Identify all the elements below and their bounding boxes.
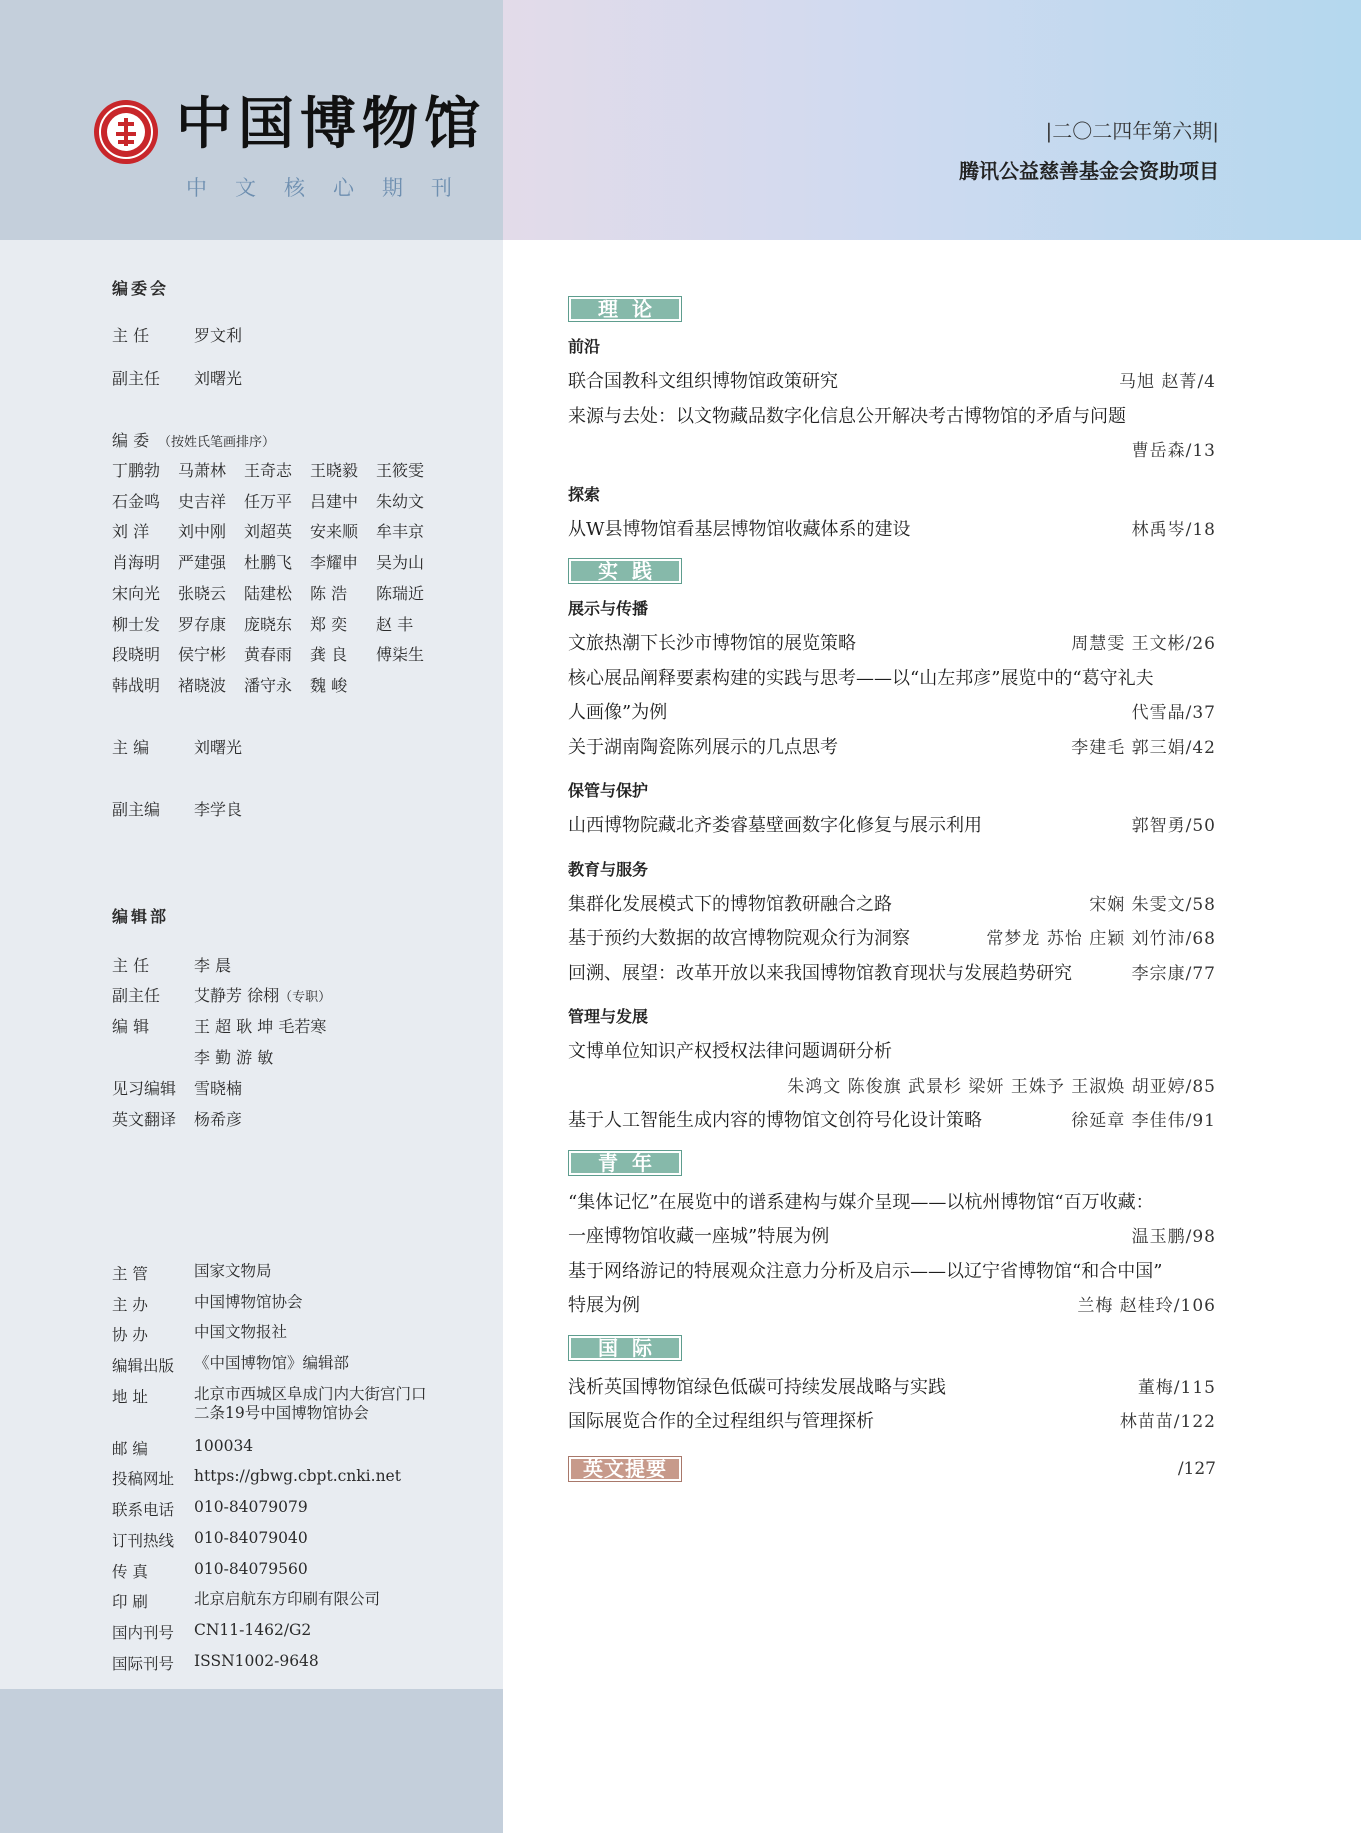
toc-english-row[interactable] [568, 1456, 1216, 1482]
pub-row: 印 刷 北京启航东方印刷有限公司 [112, 1590, 381, 1612]
member-row: 刘 洋 刘中刚 刘超英 安来顺 牟丰京 [112, 522, 425, 542]
chief-editor: 主 编 刘曙光 [112, 738, 243, 757]
board-heading: 编委会 [112, 279, 170, 298]
toc-entry[interactable]: 从W县博物馆看基层博物馆收藏体系的建设 林禹岑/18 [568, 518, 1216, 540]
toc-entry[interactable]: 核心展品阐释要素构建的实践与思考——以“山左邦彦”展览中的“葛守礼夫 人画像”为例 代雪晶/37 [568, 667, 1216, 723]
board-members-list [112, 456, 442, 702]
subsection-frontier: 前沿 [568, 337, 601, 356]
section-youth: 青年 [568, 1150, 682, 1176]
pub-row: 订刊热线 010-84079040 [112, 1528, 308, 1550]
editorial-translator: 英文翻译 杨希彦 [112, 1110, 243, 1129]
subsection-exhibit: 展示与传播 [568, 599, 649, 618]
pub-row: 国内刊号 CN11-1462/G2 [112, 1620, 312, 1642]
section-practice: 实践 [568, 558, 682, 584]
toc-entry[interactable]: 浅析英国博物馆绿色低碳可持续发展战略与实践 董梅/115 [568, 1376, 1216, 1398]
table-of-contents [568, 296, 1216, 1482]
pub-row: 传 真 010-84079560 [112, 1559, 308, 1581]
section-theory: 理论 [568, 296, 682, 322]
section-english: 英文提要 [568, 1456, 682, 1482]
toc-entry[interactable]: 基于预约大数据的故宫博物院观众行为洞察 常梦龙 苏怡 庄颖 刘竹沛/68 [568, 928, 1216, 949]
toc-entry[interactable]: 基于人工智能生成内容的博物馆文创符号化设计策略 徐延章 李佳伟/91 [568, 1110, 1216, 1131]
toc-entry[interactable]: 文旅热潮下长沙市博物馆的展览策略 周慧雯 王文彬/26 [568, 633, 1216, 654]
pub-row: 国际刊号 ISSN1002-9648 [112, 1651, 319, 1673]
pub-row-address: 地 址 北京市西城区阜成门内大街宫门口 二条19号中国博物馆协会 [112, 1384, 427, 1422]
board-members-label: 编 委 （按姓氏笔画排序） [112, 431, 276, 450]
subsection-explore: 探索 [568, 484, 601, 504]
toc-entry[interactable]: 关于湖南陶瓷陈列展示的几点思考 李建毛 郭三娟/42 [568, 736, 1216, 758]
journal-subtitle: 中文核心期刊 [186, 176, 480, 200]
editorial-heading: 编辑部 [112, 907, 170, 926]
pub-row: 联系电话 010-84079079 [112, 1498, 308, 1520]
board-vice-director: 副主任 刘曙光 [112, 369, 243, 388]
member-row: 石金鸣 史吉祥 任万平 吕建中 朱幼文 [112, 491, 425, 511]
seal-logo-icon [92, 98, 160, 166]
deputy-editor: 副主编 李学良 [112, 800, 243, 819]
toc-entry[interactable]: 国际展览合作的全过程组织与管理探析 林苗苗/122 [568, 1411, 1216, 1432]
right-header-background [503, 0, 1361, 240]
member-row: 宋向光 张晓云 陆建松 陈 浩 陈瑞近 [112, 583, 425, 603]
pub-row: 主 办 中国博物馆协会 [112, 1292, 303, 1314]
editorial-editors-2: 李 勤 游 敏 [194, 1048, 274, 1067]
toc-entry[interactable]: 文博单位知识产权授权法律问题调研分析 朱鸿文 陈俊旗 武景杉 梁妍 王姝予 王淑焕 胡亚婷/85 [568, 1041, 1216, 1097]
toc-entry[interactable]: 集群化发展模式下的博物馆教研融合之路 宋娴 朱雯文/58 [568, 893, 1216, 915]
editorial-director: 主 任 李 晨 [112, 956, 232, 975]
member-row: 段晓明 侯宁彬 黄春雨 龚 良 傅柒生 [112, 645, 425, 665]
editorial-editors: 编 辑 王 超 耿 坤 毛若寒 [112, 1017, 327, 1036]
pub-row: 协 办 中国文物报社 [112, 1323, 288, 1345]
section-international: 国际 [568, 1335, 682, 1361]
pub-row: 主 管 国家文物局 [112, 1262, 272, 1283]
pub-row: 编辑出版 《中国博物馆》编辑部 [112, 1354, 350, 1376]
editorial-vice: 副主任 艾静芳 徐栩（专职） [112, 986, 332, 1005]
member-row: 丁鹏勃 马萧林 王奇志 王晓毅 王筱雯 [112, 461, 425, 480]
toc-entry[interactable]: 基于网络游记的特展观众注意力分析及启示——以辽宁省博物馆“和合中国” 特展为例 兰梅 赵桂玲/106 [568, 1260, 1216, 1316]
member-row: 柳士发 罗存康 庞晓东 郑 奕 赵 丰 [112, 614, 414, 634]
left-footer-background [0, 1689, 503, 1833]
english-abstract-page: /127 [1177, 1458, 1216, 1479]
toc-entry[interactable]: 来源与去处：以文物藏品数字化信息公开解决考古博物馆的矛盾与问题 曹岳森/13 [568, 405, 1216, 461]
pub-row: 投稿网址 https://gbwg.cbpt.cnki.net [112, 1467, 401, 1489]
issue-label: |二〇二四年第六期| [1045, 119, 1219, 143]
publication-info [112, 1262, 427, 1682]
subsection-management: 管理与发展 [568, 1007, 649, 1026]
toc-entry[interactable]: 联合国教科文组织博物馆政策研究 马旭 赵菁/4 [568, 371, 1216, 392]
editorial-intern: 见习编辑 雪晓楠 [112, 1079, 243, 1098]
subsection-education: 教育与服务 [568, 859, 649, 879]
sponsor-label: 腾讯公益慈善基金会资助项目 [959, 159, 1219, 183]
subsection-conserve: 保管与保护 [568, 781, 649, 800]
toc-entry[interactable]: “集体记忆”在展览中的谱系建构与媒介呈现——以杭州博物馆“百万收藏： 一座博物馆收藏一座城”特展为例 温玉鹏/98 [568, 1191, 1216, 1247]
member-row: 肖海明 严建强 杜鹏飞 李耀申 吴为山 [112, 553, 425, 573]
pub-row: 邮 编 100034 [112, 1436, 254, 1458]
toc-entry[interactable]: 回溯、展望：改革开放以来我国博物馆教育现状与发展趋势研究 李宗康/77 [568, 962, 1216, 984]
member-row: 韩战明 褚晓波 潘守永 魏 峻 [112, 675, 348, 695]
toc-entry[interactable]: 山西博物院藏北齐娄睿墓壁画数字化修复与展示利用 郭智勇/50 [568, 815, 1216, 836]
board-director: 主 任 罗文利 [112, 326, 243, 345]
journal-title: 中国博物馆 [176, 91, 486, 157]
